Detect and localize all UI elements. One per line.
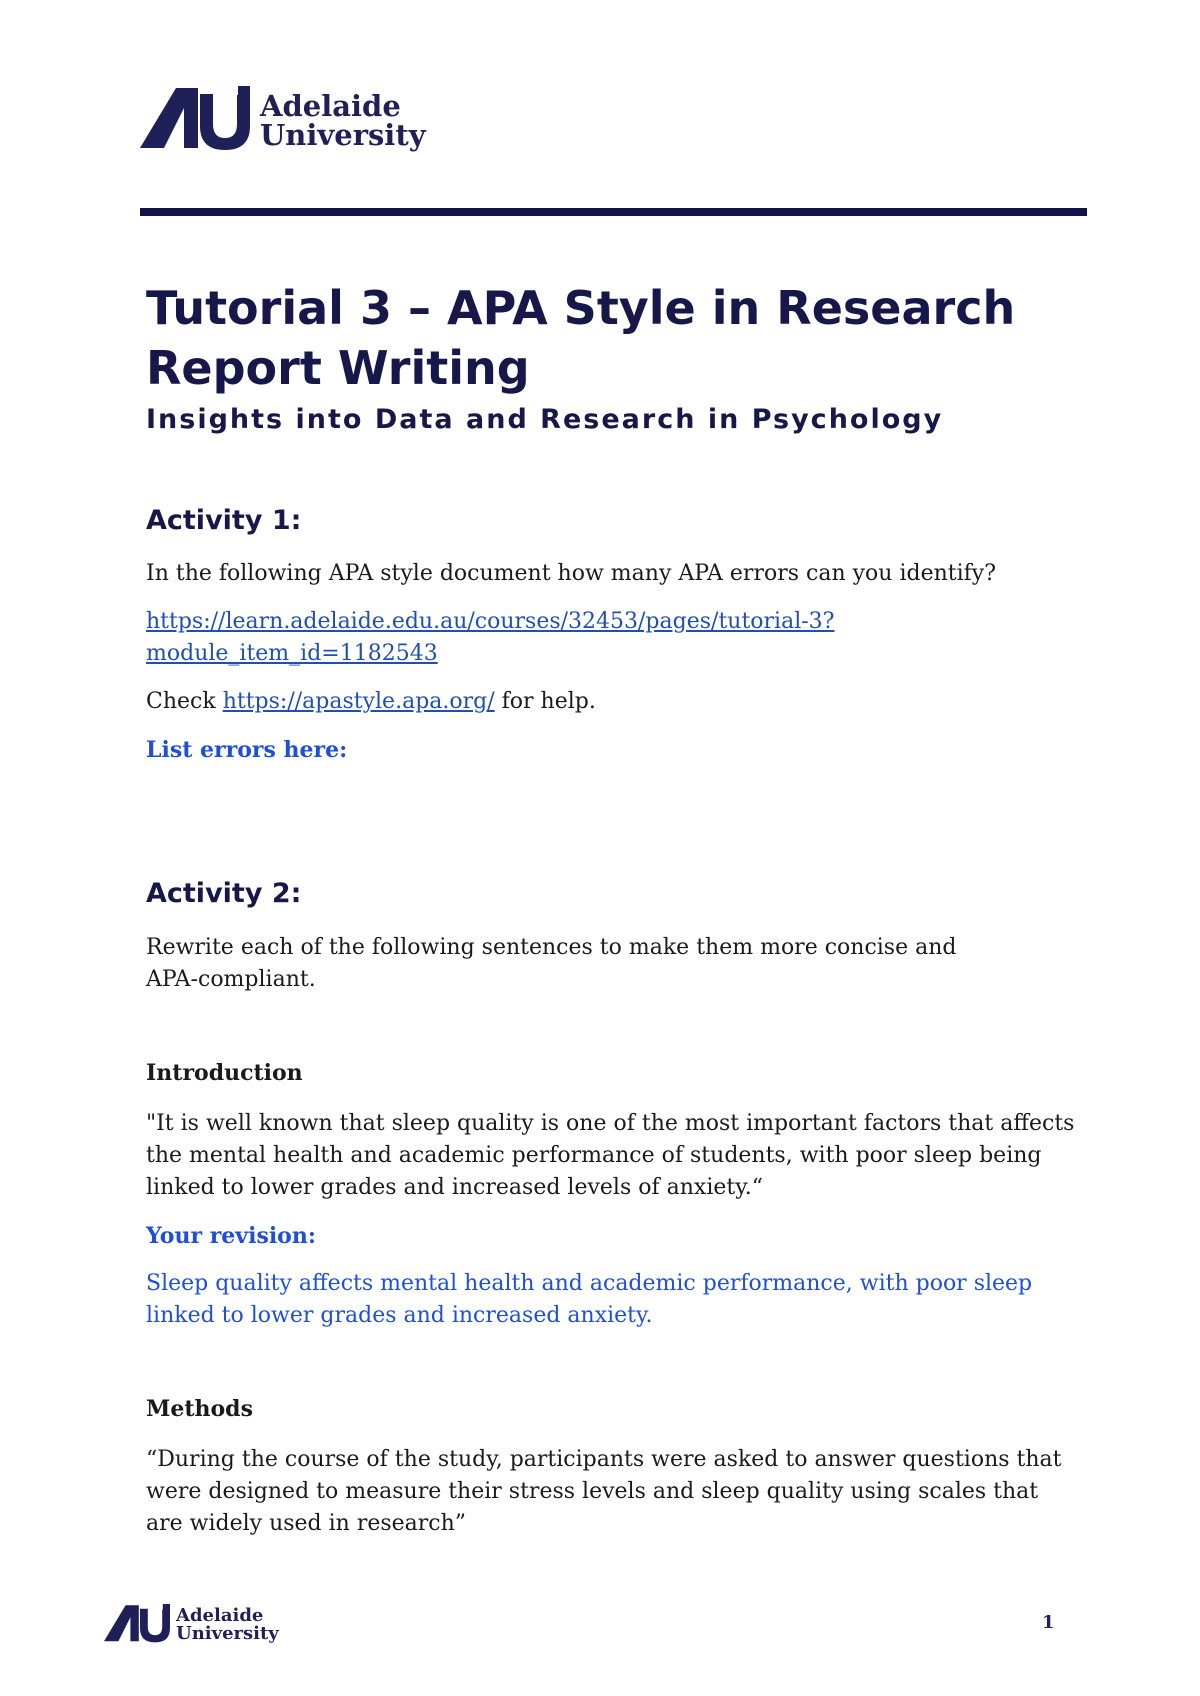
document-subtitle: Insights into Data and Research in Psychology bbox=[146, 404, 944, 435]
activity-1-question: In the following APA style document how many APA errors can you identify? bbox=[146, 561, 996, 586]
adelaide-au-monogram-icon bbox=[140, 86, 250, 156]
footer-logo-line-2: University bbox=[176, 1623, 279, 1644]
apastyle-link[interactable]: https://apastyle.apa.org/ bbox=[222, 689, 495, 714]
tutorial-link-line-2: module_item_id=1182543 bbox=[146, 641, 438, 666]
check-help-line bbox=[146, 686, 1076, 718]
footer-logo-wordmark bbox=[176, 1607, 279, 1643]
footer-logo bbox=[104, 1604, 279, 1646]
tutorial-link[interactable] bbox=[146, 609, 834, 666]
activity-1-heading: Activity 1: bbox=[146, 505, 302, 536]
logo-line-2: University bbox=[260, 118, 426, 152]
check-suffix: for help. bbox=[501, 689, 596, 714]
header-logo bbox=[140, 86, 426, 156]
introduction-revision-label: Your revision: bbox=[146, 1223, 316, 1249]
footer-au-monogram-icon bbox=[104, 1604, 170, 1646]
logo-line-1: Adelaide bbox=[260, 89, 401, 123]
tutorial-link-line-1: https://learn.adelaide.edu.au/courses/32453/pages/tutorial-3? bbox=[146, 609, 835, 634]
methods-original: “During the course of the study, participants were asked to answer questions that were designed to measure their stress levels and sleep quality using scales that are widely used in research” bbox=[146, 1447, 1062, 1536]
activity-2-instructions: Rewrite each of the following sentences to make them more concise and APA-compliant. bbox=[146, 935, 957, 992]
introduction-heading: Introduction bbox=[146, 1060, 303, 1086]
footer-logo-line-1: Adelaide bbox=[176, 1605, 264, 1626]
header-logo-wordmark bbox=[260, 89, 426, 152]
methods-heading: Methods bbox=[146, 1396, 253, 1422]
page-number: 1 bbox=[1042, 1612, 1055, 1633]
introduction-original: "It is well known that sleep quality is one of the most important factors that affects the mental health and academic performance of students, with poor sleep being linked to lower grades and increased levels of anxiety.“ bbox=[146, 1111, 1075, 1200]
check-prefix: Check bbox=[146, 689, 216, 714]
list-errors-label: List errors here: bbox=[146, 737, 348, 763]
document-title: Tutorial 3 – APA Style in Research Report Writing bbox=[146, 281, 1016, 395]
introduction-revision-text: Sleep quality affects mental health and academic performance, with poor sleep linked to lower grades and increased anxiety. bbox=[146, 1271, 1033, 1328]
activity-1-link-block bbox=[146, 606, 1076, 670]
activity-2-heading: Activity 2: bbox=[146, 878, 302, 909]
header-divider bbox=[140, 208, 1087, 216]
